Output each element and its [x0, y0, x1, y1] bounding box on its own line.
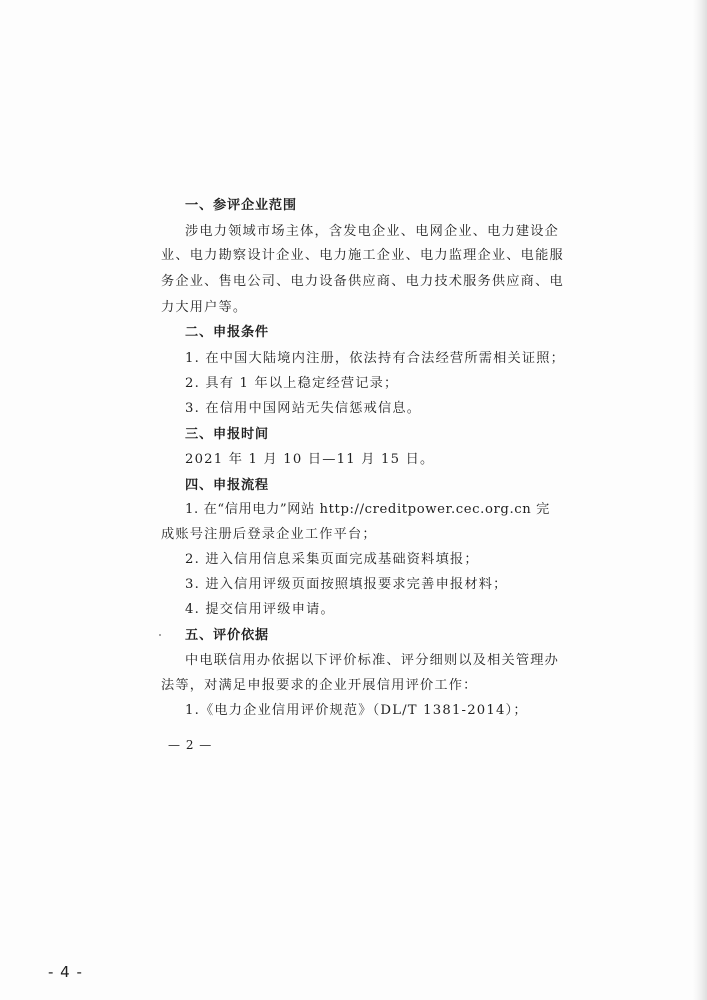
scan-speck [159, 634, 161, 636]
scope-line-1: 涉电力领域市场主体，含发电企业、电网企业、电力建设企 [185, 224, 560, 239]
condition-line-3: 3. 在信用中国网站无失信惩戒信息。 [185, 401, 422, 416]
section-heading-scope: 一、参评企业范围 [185, 198, 297, 213]
section-heading-process: 四、申报流程 [185, 478, 269, 493]
inner-page-number: — 2 — [168, 738, 213, 752]
scope-line-3: 务企业、售电公司、电力设备供应商、电力技术服务供应商、电 [161, 274, 564, 289]
condition-line-1: 1. 在中国大陆境内注册，依法持有合法经营所需相关证照； [185, 351, 566, 366]
time-line-1: 2021 年 1 月 10 日—11 月 15 日。 [185, 452, 435, 467]
process-line-3: 2. 进入信用信息采集页面完成基础资料填报； [185, 552, 479, 567]
scope-line-2: 业、电力勘察设计企业、电力施工企业、电力监理企业、电能服 [161, 248, 564, 263]
scan-edge-shadow [693, 0, 707, 1000]
basis-line-1: 中电联信用办依据以下评价标准、评分细则以及相关管理办 [185, 653, 560, 668]
process-line-4: 3. 进入信用评级页面按照填报要求完善申报材料； [185, 577, 508, 592]
outer-page-number: - 4 - [48, 963, 83, 981]
process-line-1: 1. 在“信用电力”网站 http://creditpower.cec.org.cn 完 [185, 502, 550, 517]
scope-line-4: 力大用户等。 [161, 300, 248, 315]
process-line-2: 成账号注册后登录企业工作平台； [161, 527, 377, 542]
section-heading-basis: 五、评价依据 [185, 628, 269, 643]
basis-line-2: 法等，对满足申报要求的企业开展信用评价工作： [161, 678, 478, 693]
process-line-5: 4. 提交信用评级申请。 [185, 602, 335, 617]
basis-line-3: 1.《电力企业信用评价规范》（DL/T 1381-2014）； [185, 703, 528, 718]
section-heading-conditions: 二、申报条件 [185, 325, 269, 340]
condition-line-2: 2. 具有 1 年以上稳定经营记录； [185, 376, 399, 391]
section-heading-time: 三、申报时间 [185, 427, 269, 442]
